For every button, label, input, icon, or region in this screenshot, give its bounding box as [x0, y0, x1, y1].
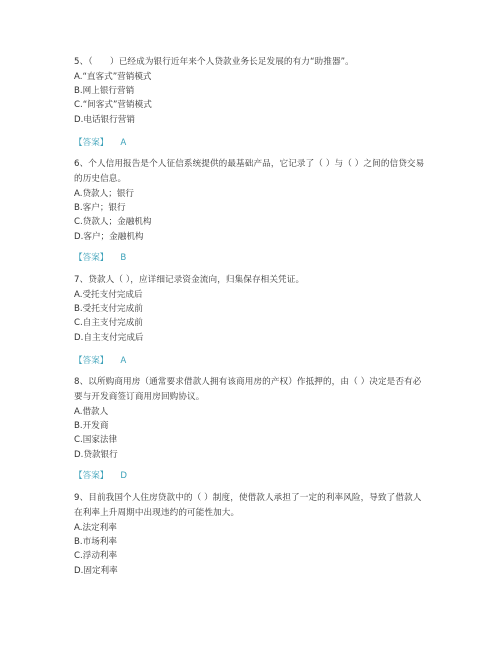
option-c: C.贷款人；金融机构: [74, 217, 152, 228]
question-stem: 7、贷款人（ ），应详细记录资金流向，归集保存相关凭证。: [74, 275, 305, 285]
option-b: B.客户；银行: [74, 203, 126, 214]
answer-label: 【答案】: [74, 138, 109, 148]
option-c: C.浮动利率: [74, 551, 118, 562]
question-stem: 6、个人信用报告是个人征信系统提供的最基础产品，它记录了（ ）与（ ）之间的信贷交易的历史信息。: [74, 159, 425, 184]
question-7: [74, 273, 430, 345]
question-stem: 5、（ ）已经成为银行近年来个人贷款业务长足发展的有力“助推器”。: [74, 57, 354, 67]
option-a: A.“直客式”营销模式: [74, 72, 152, 82]
option-b: B.开发商: [74, 421, 109, 432]
question-stem: 8、以所购商用房（通常要求借款人拥有该商用房的产权）作抵押的，由（ ）决定是否有必要与开发商签订商用房回购协议。: [74, 377, 422, 402]
answer-value: A: [120, 356, 127, 366]
option-list: [74, 70, 430, 127]
option-b: B.市场利率: [74, 537, 118, 548]
option-list: [74, 405, 430, 462]
option-c: C.自主支付完成前: [74, 318, 143, 329]
option-a: A.受托支付完成后: [74, 290, 143, 300]
option-a: A.借款人: [74, 407, 109, 417]
answer-label: 【答案】: [74, 253, 109, 263]
question-stem: 9、目前我国个人住房贷款中的（ ）制度，使借款人承担了一定的利率风险，导致了借款人在利率上升周期中出现违约的可能性加大。: [74, 493, 422, 518]
option-d: D.贷款银行: [74, 449, 118, 460]
answer-label: 【答案】: [74, 356, 109, 366]
option-d: D.自主支付完成后: [74, 332, 144, 343]
option-b: B.网上银行营销: [74, 86, 135, 97]
answer-value: D: [120, 471, 128, 481]
option-list: [74, 187, 430, 244]
answer-7: [74, 354, 126, 366]
option-d: D.电话银行营销: [74, 114, 135, 125]
option-b: B.受托支付完成前: [74, 304, 143, 315]
option-list: [74, 288, 430, 345]
option-d: D.固定利率: [74, 565, 118, 576]
answer-value: A: [120, 138, 127, 148]
question-5: [74, 55, 430, 127]
option-a: A.贷款人；银行: [74, 189, 135, 199]
option-c: C.“间客式”营销模式: [74, 100, 152, 111]
answer-6: [74, 251, 126, 263]
question-8: [74, 375, 430, 462]
question-6: [74, 157, 430, 244]
question-9: [74, 491, 430, 578]
answer-5: [74, 136, 126, 148]
answer-label: 【答案】: [74, 471, 109, 481]
option-c: C.国家法律: [74, 435, 118, 446]
option-a: A.法定利率: [74, 523, 117, 533]
answer-8: [74, 469, 127, 481]
answer-value: B: [120, 253, 127, 263]
option-list: [74, 521, 430, 578]
option-d: D.客户；金融机构: [74, 231, 144, 242]
